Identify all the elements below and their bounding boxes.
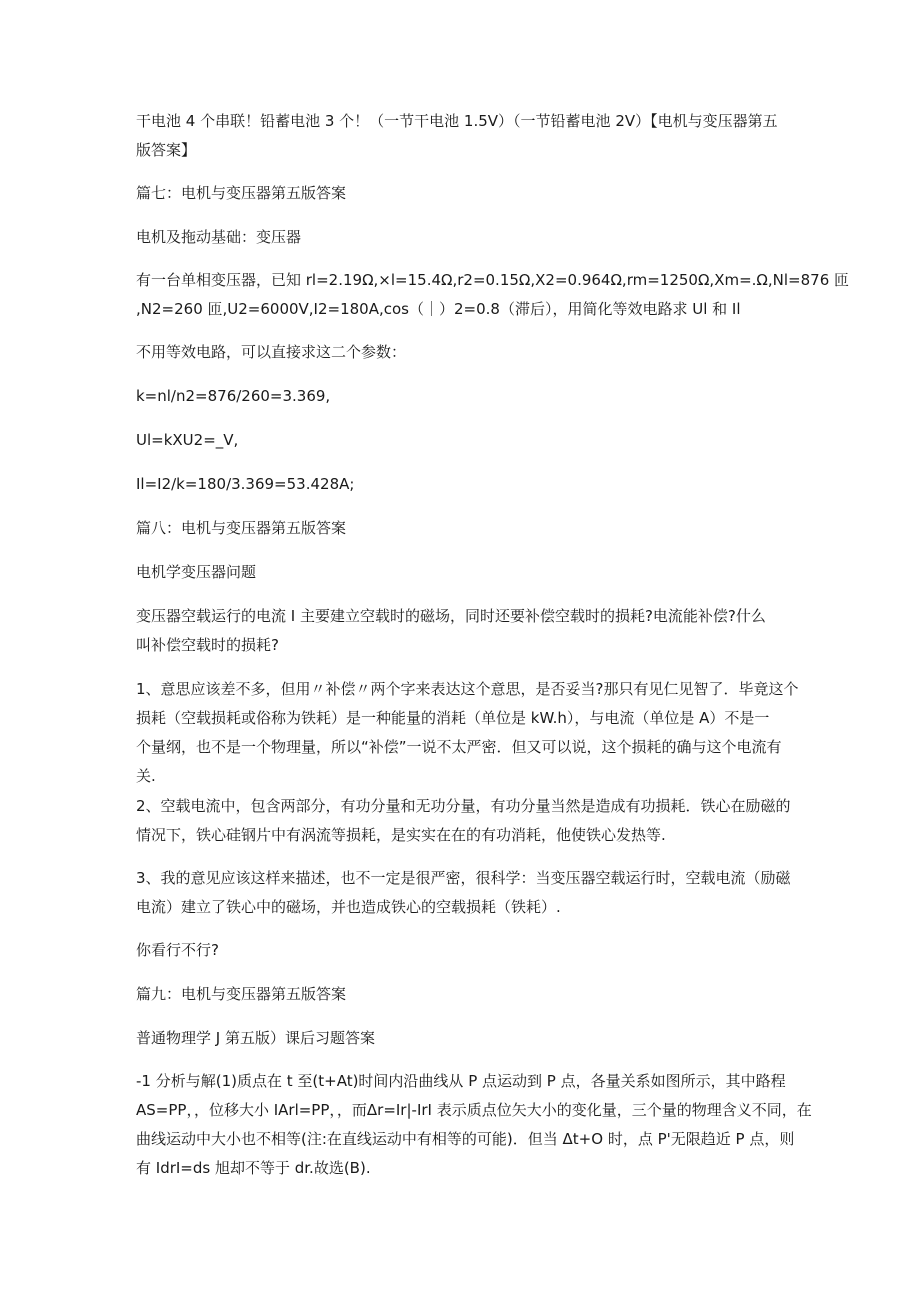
title-transformer bbox=[136, 223, 786, 252]
formula-text: Il=I2∕k=180∕3.369=53.428A; bbox=[136, 475, 355, 493]
text-line: 损耗（空载损耗或俗称为铁耗）是一种能量的消耗（单位是 kW.h），与电流（单位是 A）不是一 bbox=[136, 709, 770, 727]
heading-section-9 bbox=[136, 980, 786, 1009]
text-line: 你看行不行? bbox=[136, 941, 219, 959]
heading-text: 篇八：电机与变压器第五版答案 bbox=[136, 519, 347, 537]
title-question bbox=[136, 558, 786, 587]
text-line: 2、空载电流中，包含两部分，有功分量和无功分量，有功分量当然是造成有功损耗．铁心在励磁的 bbox=[136, 797, 791, 815]
paragraph-closing-question bbox=[136, 936, 786, 965]
text-line: 变压器空载运行的电流 I 主要建立空载时的磁场，同时还要补偿空载时的损耗?电流能补偿?什么 bbox=[136, 607, 766, 625]
paragraph-problem-statement bbox=[136, 266, 849, 324]
text-line: 不用等效电路，可以直接求这二个参数： bbox=[136, 343, 407, 361]
title-text: 电机学变压器问题 bbox=[136, 563, 257, 581]
text-line: -1 分析与解(1)质点在 t 至(t+At)时间内沿曲线从 P 点运动到 P 点，各量关系如图所示，其中路程 bbox=[136, 1072, 786, 1090]
heading-text: 篇九：电机与变压器第五版答案 bbox=[136, 985, 347, 1003]
paragraph-question bbox=[136, 602, 786, 660]
paragraph-intro-batteries bbox=[136, 107, 786, 165]
text-line: 电流）建立了铁心中的磁场，并也造成铁心的空载损耗（铁耗）. bbox=[136, 898, 561, 916]
formula-text: k=nl∕n2=876∕260=3.369, bbox=[136, 387, 331, 405]
text-line: 干电池 4 个串联！铅蓄电池 3 个！（一节干电池 1.5V）（一节铅蓄电池 2V）【电机与变压器第五 bbox=[136, 112, 778, 130]
formula-text: Ul=kXU2=_V, bbox=[136, 431, 239, 449]
text-line: 有 IdrI=ds 旭却不等于 dr.故选(B). bbox=[136, 1159, 371, 1177]
formula-k bbox=[136, 382, 786, 411]
text-line: 个量纲，也不是一个物理量，所以“补偿”一说不太严密．但又可以说，这个损耗的确与这个电流有 bbox=[136, 738, 782, 756]
paragraph-answer-3 bbox=[136, 864, 791, 922]
heading-text: 篇七：电机与变压器第五版答案 bbox=[136, 184, 347, 202]
text-line: AS=PP，，位移大小 IArl=PP，，而Δr=Ir|-IrI 表示质点位矢大小的变化量，三个量的物理含义不同，在 bbox=[136, 1101, 812, 1119]
text-line: 情况下，铁心硅钢片中有涡流等损耗，是实实在在的有功消耗，他使铁心发热等. bbox=[136, 826, 666, 844]
text-line: 1、意思应该差不多，但用〃补偿〃两个字来表达这个意思，是否妥当?那只有见仁见智了．毕竟这个 bbox=[136, 680, 799, 698]
paragraph-answer-1 bbox=[136, 675, 799, 791]
text-line: 曲线运动中大小也不相等(注:在直线运动中有相等的可能)．但当 Δt+O 时，点 P'无限趋近 P 点，则 bbox=[136, 1130, 795, 1148]
heading-section-7 bbox=[136, 179, 786, 208]
title-physics bbox=[136, 1024, 786, 1053]
text-line: 版答案】 bbox=[136, 141, 197, 159]
formula-u1 bbox=[136, 426, 786, 455]
text-line: 叫补偿空载时的损耗? bbox=[136, 636, 279, 654]
paragraph-note bbox=[136, 338, 786, 367]
text-line: 3、我的意见应该这样来描述，也不一定是很严密，很科学：当变压器空载运行时，空载电流（励磁 bbox=[136, 869, 791, 887]
text-line: ,N2=260 匝,U2=6000V,I2=180A,cos（｜）2=0.8（滞后），用简化等效电路求 Ul 和 Il bbox=[136, 300, 741, 318]
heading-section-8 bbox=[136, 514, 786, 543]
paragraph-answer-2 bbox=[136, 792, 791, 850]
formula-i1 bbox=[136, 470, 786, 499]
title-text: 普通物理学 J 第五版）课后习题答案 bbox=[136, 1029, 375, 1047]
title-text: 电机及拖动基础：变压器 bbox=[136, 228, 302, 246]
paragraph-physics-answer bbox=[136, 1067, 812, 1183]
text-line: 关. bbox=[136, 767, 156, 785]
text-line: 有一台单相变压器，已知 rl=2.19Ω,×l=15.4Ω,r2=0.15Ω,X2=0.964Ω,rm=1250Ω,Xm=.Ω,Nl=876 匝 bbox=[136, 271, 849, 289]
